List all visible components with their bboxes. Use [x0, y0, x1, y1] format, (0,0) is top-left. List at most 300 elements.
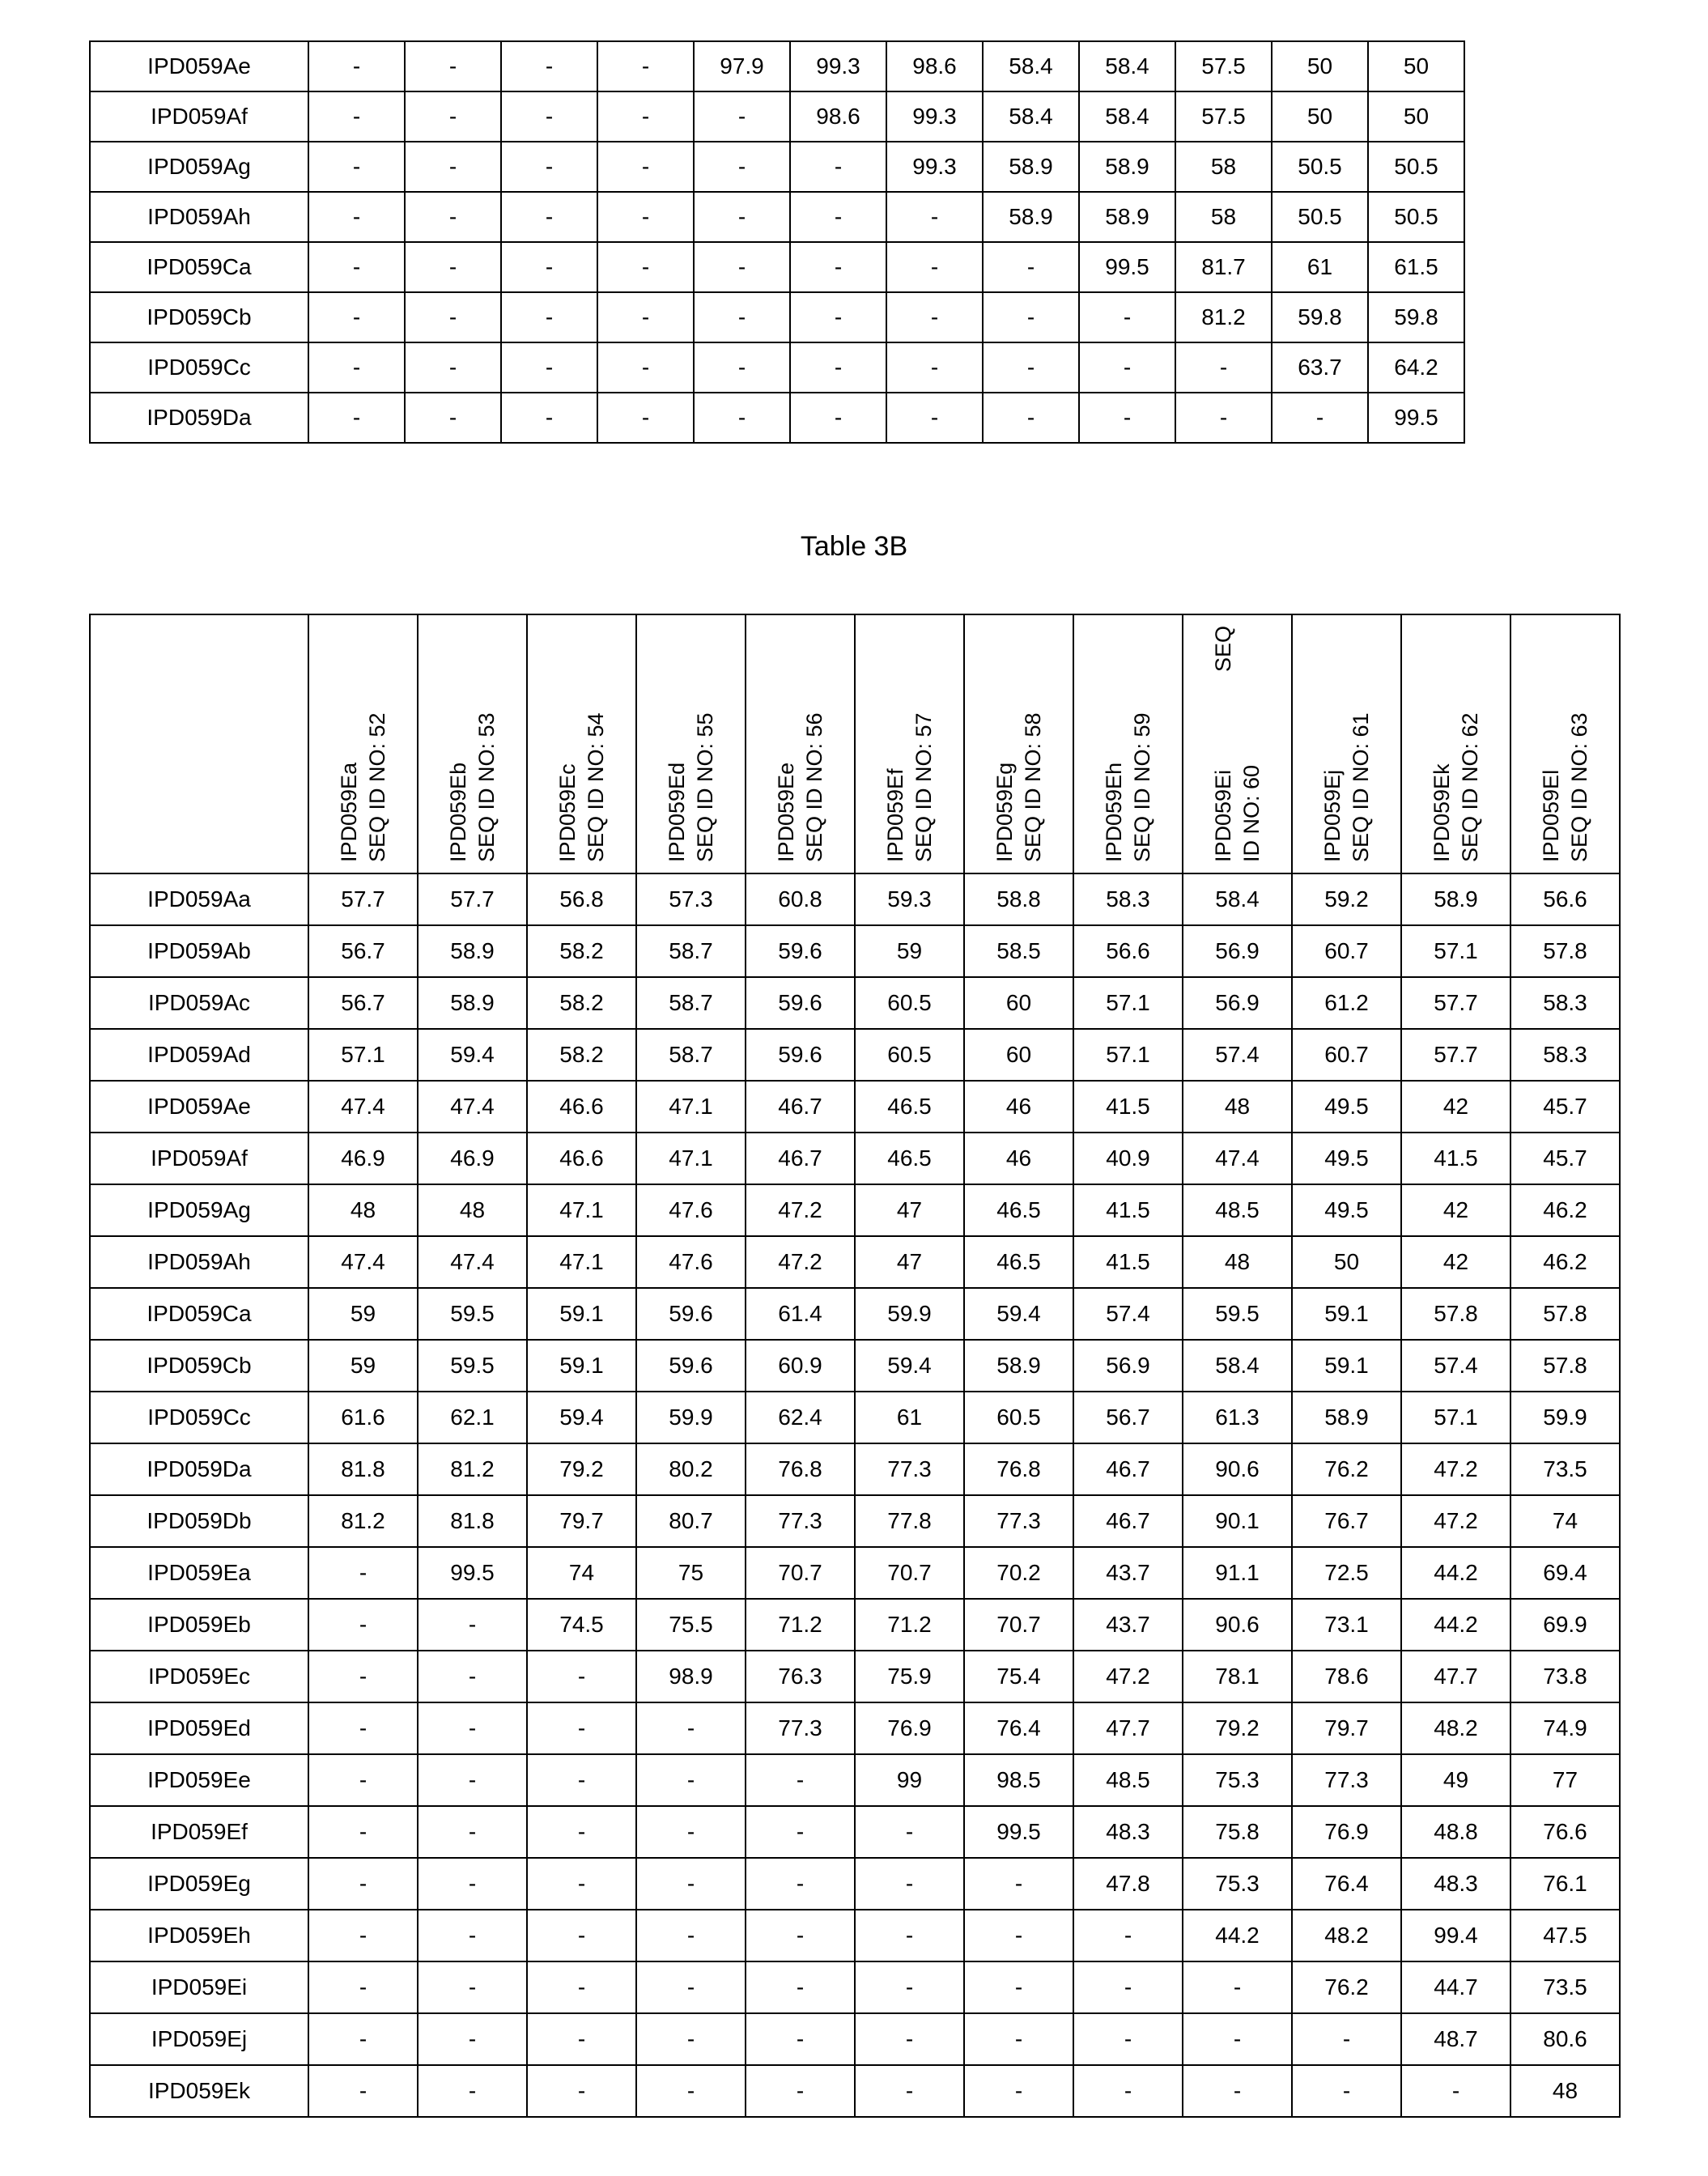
value-cell: - — [1292, 2065, 1401, 2117]
value-cell: - — [405, 292, 501, 342]
value-cell: - — [886, 292, 983, 342]
value-cell: 48 — [1183, 1236, 1292, 1288]
value-cell: - — [855, 1910, 964, 1961]
value-cell: 61.6 — [308, 1392, 418, 1443]
column-header — [1183, 614, 1292, 873]
value-cell: - — [886, 393, 983, 443]
value-cell: 70.7 — [746, 1547, 855, 1599]
value-cell: 57.8 — [1510, 1288, 1620, 1340]
value-cell: 61 — [855, 1392, 964, 1443]
value-cell: 57.7 — [1401, 1029, 1510, 1081]
value-cell: 50 — [1272, 91, 1368, 142]
value-cell: 59.9 — [855, 1288, 964, 1340]
value-cell: 49 — [1401, 1754, 1510, 1806]
value-cell: 60.9 — [746, 1340, 855, 1392]
column-seq-id: SEQ ID NO: 56 — [801, 712, 826, 862]
column-name: IPD059Eb — [445, 762, 470, 862]
value-cell: - — [1401, 2065, 1510, 2117]
value-cell: 47.6 — [636, 1236, 746, 1288]
value-cell: 59.4 — [964, 1288, 1073, 1340]
table-3b-header-row — [90, 614, 1620, 873]
value-cell: 50 — [1272, 41, 1368, 91]
value-cell: 56.9 — [1183, 925, 1292, 977]
value-cell: 56.7 — [1073, 1392, 1183, 1443]
value-cell: - — [855, 2013, 964, 2065]
value-cell: - — [418, 1806, 527, 1858]
value-cell: 58 — [1175, 142, 1272, 192]
value-cell: 59.5 — [1183, 1288, 1292, 1340]
value-cell: 59 — [855, 925, 964, 977]
value-cell: - — [597, 242, 694, 292]
value-cell: - — [964, 1961, 1073, 2013]
value-cell: 56.7 — [308, 925, 418, 977]
row-label: IPD059Cc — [90, 342, 308, 393]
value-cell: 74.9 — [1510, 1702, 1620, 1754]
value-cell: - — [855, 1806, 964, 1858]
value-cell: 58.3 — [1510, 1029, 1620, 1081]
value-cell: - — [1079, 393, 1175, 443]
value-cell: 74.5 — [527, 1599, 636, 1651]
value-cell: - — [527, 1910, 636, 1961]
value-cell: 76.4 — [964, 1702, 1073, 1754]
value-cell: - — [790, 393, 886, 443]
value-cell: 80.6 — [1510, 2013, 1620, 2065]
value-cell: - — [527, 2013, 636, 2065]
value-cell: - — [418, 1702, 527, 1754]
value-cell: - — [527, 1754, 636, 1806]
value-cell: 59.6 — [636, 1340, 746, 1392]
value-cell: 64.2 — [1368, 342, 1464, 393]
value-cell: 76.8 — [964, 1443, 1073, 1495]
column-header — [636, 614, 746, 873]
value-cell: - — [418, 1599, 527, 1651]
value-cell: 46.7 — [746, 1133, 855, 1184]
value-cell: 48 — [1183, 1081, 1292, 1133]
table-row — [90, 1651, 1620, 1702]
value-cell: 50.5 — [1368, 192, 1464, 242]
value-cell: - — [886, 342, 983, 393]
value-cell: 57.1 — [308, 1029, 418, 1081]
table-row — [90, 1081, 1620, 1133]
value-cell: 58.4 — [983, 41, 1079, 91]
table-row — [90, 2013, 1620, 2065]
value-cell: - — [855, 1858, 964, 1910]
value-cell: 99.4 — [1401, 1910, 1510, 1961]
value-cell: - — [694, 242, 790, 292]
column-seq-id: ID NO: 60 — [1239, 764, 1264, 862]
value-cell: 58.2 — [527, 1029, 636, 1081]
value-cell: 56.9 — [1183, 977, 1292, 1029]
value-cell: 46 — [964, 1133, 1073, 1184]
value-cell: 47.1 — [636, 1133, 746, 1184]
value-cell: 45.7 — [1510, 1133, 1620, 1184]
row-label: IPD059Ed — [90, 1702, 308, 1754]
table-row — [90, 1961, 1620, 2013]
value-cell: 59.1 — [1292, 1288, 1401, 1340]
value-cell: - — [418, 1910, 527, 1961]
value-cell: 70.7 — [855, 1547, 964, 1599]
value-cell: 58.4 — [983, 91, 1079, 142]
value-cell: 76.3 — [746, 1651, 855, 1702]
row-label: IPD059Eb — [90, 1599, 308, 1651]
table-row — [90, 1184, 1620, 1236]
value-cell: - — [597, 192, 694, 242]
column-header — [746, 614, 855, 873]
value-cell: 59.8 — [1272, 292, 1368, 342]
value-cell: - — [964, 1910, 1073, 1961]
value-cell: 60.7 — [1292, 1029, 1401, 1081]
value-cell: - — [746, 1754, 855, 1806]
value-cell: 47.2 — [746, 1236, 855, 1288]
value-cell: 57.1 — [1073, 977, 1183, 1029]
value-cell: 46.7 — [1073, 1495, 1183, 1547]
value-cell: - — [790, 292, 886, 342]
value-cell: - — [308, 91, 405, 142]
value-cell: - — [636, 1754, 746, 1806]
value-cell: 58.3 — [1073, 873, 1183, 925]
table-row — [90, 242, 1464, 292]
value-cell: 47.2 — [746, 1184, 855, 1236]
value-cell: - — [790, 342, 886, 393]
value-cell: 56.9 — [1073, 1340, 1183, 1392]
rotated-header-text — [1428, 626, 1485, 862]
value-cell: 75.8 — [1183, 1806, 1292, 1858]
value-cell: 75.3 — [1183, 1754, 1292, 1806]
value-cell: 60 — [964, 1029, 1073, 1081]
value-cell: 58.9 — [418, 977, 527, 1029]
value-cell: 47.4 — [308, 1236, 418, 1288]
row-label: IPD059Ei — [90, 1961, 308, 2013]
value-cell: - — [308, 41, 405, 91]
value-cell: 46.5 — [855, 1133, 964, 1184]
value-cell: 76.2 — [1292, 1961, 1401, 2013]
value-cell: 81.2 — [418, 1443, 527, 1495]
value-cell: - — [308, 2013, 418, 2065]
value-cell: - — [636, 1858, 746, 1910]
value-cell: 99.5 — [1079, 242, 1175, 292]
value-cell: 49.5 — [1292, 1133, 1401, 1184]
value-cell: 58 — [1175, 192, 1272, 242]
value-cell: 59.6 — [746, 925, 855, 977]
value-cell: 46.2 — [1510, 1236, 1620, 1288]
value-cell: 81.8 — [308, 1443, 418, 1495]
value-cell: 76.8 — [746, 1443, 855, 1495]
value-cell: 79.7 — [1292, 1702, 1401, 1754]
value-cell: 75.3 — [1183, 1858, 1292, 1910]
column-name: IPD059Ef — [882, 768, 907, 862]
value-cell: 47.5 — [1510, 1910, 1620, 1961]
value-cell: - — [501, 242, 597, 292]
value-cell: 61.4 — [746, 1288, 855, 1340]
table-row — [90, 1133, 1620, 1184]
table-row — [90, 873, 1620, 925]
rotated-header-text — [772, 626, 829, 862]
value-cell: 58.9 — [983, 192, 1079, 242]
row-label: IPD059Ee — [90, 1754, 308, 1806]
value-cell: - — [308, 1651, 418, 1702]
value-cell: 57.5 — [1175, 41, 1272, 91]
value-cell: - — [308, 142, 405, 192]
column-seq-id: SEQ ID NO: 61 — [1348, 712, 1373, 862]
column-seq-id: SEQ ID NO: 59 — [1129, 712, 1154, 862]
value-cell: - — [405, 393, 501, 443]
row-label: IPD059Ab — [90, 925, 308, 977]
value-cell: 44.2 — [1401, 1599, 1510, 1651]
value-cell: 61.5 — [1368, 242, 1464, 292]
value-cell: - — [308, 1858, 418, 1910]
value-cell: 99.5 — [418, 1547, 527, 1599]
value-cell: - — [308, 1910, 418, 1961]
value-cell: - — [746, 2065, 855, 2117]
value-cell: 58.7 — [636, 925, 746, 977]
rotated-header-text — [1319, 626, 1375, 862]
value-cell: 48 — [418, 1184, 527, 1236]
value-cell: 58.4 — [1079, 41, 1175, 91]
table-row — [90, 1858, 1620, 1910]
value-cell: - — [790, 242, 886, 292]
value-cell: 46 — [964, 1081, 1073, 1133]
row-label: IPD059Da — [90, 1443, 308, 1495]
value-cell: 47.7 — [1073, 1702, 1183, 1754]
value-cell: 48.2 — [1401, 1702, 1510, 1754]
value-cell: 70.7 — [964, 1599, 1073, 1651]
column-header — [1510, 614, 1620, 873]
value-cell: 60.8 — [746, 873, 855, 925]
row-label: IPD059Aa — [90, 873, 308, 925]
value-cell: 71.2 — [855, 1599, 964, 1651]
value-cell: - — [501, 91, 597, 142]
value-cell: 46.7 — [1073, 1443, 1183, 1495]
value-cell: 58.9 — [1079, 192, 1175, 242]
value-cell: 58.9 — [1079, 142, 1175, 192]
value-cell: 70.2 — [964, 1547, 1073, 1599]
value-cell: 59.4 — [855, 1340, 964, 1392]
value-cell: 44.2 — [1183, 1910, 1292, 1961]
value-cell: 76.1 — [1510, 1858, 1620, 1910]
value-cell: - — [790, 192, 886, 242]
value-cell: 73.8 — [1510, 1651, 1620, 1702]
value-cell: 48 — [1510, 2065, 1620, 2117]
value-cell: - — [1183, 2013, 1292, 2065]
value-cell: 57.1 — [1401, 1392, 1510, 1443]
column-header — [1073, 614, 1183, 873]
column-seq-id: SEQ ID NO: 53 — [474, 712, 499, 862]
value-cell: 47.7 — [1401, 1651, 1510, 1702]
rotated-header-text — [991, 626, 1047, 862]
table-3b-title: Table 3B — [800, 531, 908, 562]
value-cell: 79.2 — [1183, 1702, 1292, 1754]
row-label: IPD059Af — [90, 91, 308, 142]
table-row — [90, 1029, 1620, 1081]
value-cell: 57.4 — [1401, 1340, 1510, 1392]
value-cell: - — [527, 1858, 636, 1910]
value-cell: 47.1 — [527, 1184, 636, 1236]
value-cell: - — [527, 1806, 636, 1858]
column-name: IPD059Eh — [1101, 762, 1126, 862]
value-cell: 56.8 — [527, 873, 636, 925]
value-cell: 46.5 — [855, 1081, 964, 1133]
value-cell: 99.3 — [790, 41, 886, 91]
row-label: IPD059Ec — [90, 1651, 308, 1702]
column-name: IPD059Ei — [1210, 769, 1235, 862]
row-label: IPD059Eg — [90, 1858, 308, 1910]
value-cell: 75.5 — [636, 1599, 746, 1651]
column-name: IPD059Eg — [992, 762, 1017, 862]
column-header — [418, 614, 527, 873]
value-cell: 57.4 — [1073, 1288, 1183, 1340]
column-seq-id: SEQ ID NO: 58 — [1020, 712, 1045, 862]
value-cell: - — [694, 292, 790, 342]
value-cell: - — [501, 393, 597, 443]
value-cell: 98.5 — [964, 1754, 1073, 1806]
table-row — [90, 342, 1464, 393]
value-cell: 59.5 — [418, 1340, 527, 1392]
value-cell: 99 — [855, 1754, 964, 1806]
value-cell: - — [886, 242, 983, 292]
value-cell: 76.6 — [1510, 1806, 1620, 1858]
value-cell: - — [418, 2013, 527, 2065]
value-cell: - — [694, 192, 790, 242]
table-row — [90, 1443, 1620, 1495]
column-name: IPD059Ej — [1319, 769, 1345, 862]
rotated-header-text — [882, 626, 938, 862]
value-cell: 79.2 — [527, 1443, 636, 1495]
value-cell: - — [527, 2065, 636, 2117]
table-row — [90, 925, 1620, 977]
value-cell: 81.7 — [1175, 242, 1272, 292]
value-cell: 42 — [1401, 1081, 1510, 1133]
value-cell: 59.8 — [1368, 292, 1464, 342]
value-cell: 58.9 — [964, 1340, 1073, 1392]
value-cell: 56.6 — [1073, 925, 1183, 977]
value-cell: - — [527, 1961, 636, 2013]
value-cell: 72.5 — [1292, 1547, 1401, 1599]
value-cell: 47 — [855, 1236, 964, 1288]
value-cell: 48.3 — [1401, 1858, 1510, 1910]
value-cell: 58.4 — [1183, 873, 1292, 925]
value-cell: - — [308, 1806, 418, 1858]
value-cell: 57.5 — [1175, 91, 1272, 142]
value-cell: 80.2 — [636, 1443, 746, 1495]
row-label: IPD059Ah — [90, 192, 308, 242]
row-label: IPD059Ah — [90, 1236, 308, 1288]
value-cell: - — [1272, 393, 1368, 443]
value-cell: 50 — [1292, 1236, 1401, 1288]
value-cell: - — [308, 1961, 418, 2013]
value-cell: - — [308, 2065, 418, 2117]
value-cell: 81.2 — [1175, 292, 1272, 342]
column-header — [1292, 614, 1401, 873]
value-cell: 59.6 — [746, 977, 855, 1029]
rotated-header-text — [335, 626, 392, 862]
value-cell: 41.5 — [1401, 1133, 1510, 1184]
table-row — [90, 192, 1464, 242]
value-cell: 42 — [1401, 1184, 1510, 1236]
value-cell: 60 — [964, 977, 1073, 1029]
value-cell: 61 — [1272, 242, 1368, 292]
value-cell: - — [501, 142, 597, 192]
value-cell: - — [983, 292, 1079, 342]
value-cell: 57.8 — [1510, 1340, 1620, 1392]
row-label: IPD059Ag — [90, 142, 308, 192]
value-cell: 58.9 — [1401, 873, 1510, 925]
row-label: IPD059Ca — [90, 1288, 308, 1340]
value-cell: - — [746, 1961, 855, 2013]
value-cell: 91.1 — [1183, 1547, 1292, 1599]
value-cell: - — [886, 192, 983, 242]
value-cell: 46.7 — [746, 1081, 855, 1133]
value-cell: - — [597, 393, 694, 443]
value-cell: 74 — [1510, 1495, 1620, 1547]
value-cell: 57.7 — [418, 873, 527, 925]
value-cell: 99.3 — [886, 142, 983, 192]
value-cell: 48.7 — [1401, 2013, 1510, 2065]
column-name: IPD059Ea — [336, 762, 361, 862]
table-row — [90, 1547, 1620, 1599]
row-label: IPD059Da — [90, 393, 308, 443]
value-cell: - — [308, 393, 405, 443]
value-cell: 99.5 — [964, 1806, 1073, 1858]
value-cell: 60.7 — [1292, 925, 1401, 977]
table-3b — [89, 614, 1621, 2118]
value-cell: 47.4 — [418, 1081, 527, 1133]
row-label: IPD059Ca — [90, 242, 308, 292]
value-cell: 76.7 — [1292, 1495, 1401, 1547]
table-row — [90, 1392, 1620, 1443]
value-cell: 99.3 — [886, 91, 983, 142]
value-cell: - — [746, 2013, 855, 2065]
value-cell: 76.9 — [855, 1702, 964, 1754]
value-cell: - — [405, 242, 501, 292]
value-cell: 59.1 — [527, 1340, 636, 1392]
column-seq-id: SEQ ID NO: 54 — [583, 712, 608, 862]
value-cell: 57.7 — [1401, 977, 1510, 1029]
table-row — [90, 1236, 1620, 1288]
value-cell: - — [746, 1858, 855, 1910]
value-cell: - — [1073, 2065, 1183, 2117]
value-cell: 46.6 — [527, 1133, 636, 1184]
value-cell: - — [1175, 342, 1272, 393]
row-label: IPD059Ea — [90, 1547, 308, 1599]
row-label: IPD059Ef — [90, 1806, 308, 1858]
value-cell: - — [527, 1651, 636, 1702]
table-3b-body — [90, 873, 1620, 2117]
value-cell: 90.6 — [1183, 1443, 1292, 1495]
value-cell: - — [636, 1910, 746, 1961]
value-cell: - — [983, 393, 1079, 443]
value-cell: 46.6 — [527, 1081, 636, 1133]
value-cell: - — [1292, 2013, 1401, 2065]
table-row — [90, 1599, 1620, 1651]
value-cell: 59.6 — [636, 1288, 746, 1340]
value-cell: 80.7 — [636, 1495, 746, 1547]
value-cell: - — [746, 1910, 855, 1961]
value-cell: - — [694, 142, 790, 192]
value-cell: 44.2 — [1401, 1547, 1510, 1599]
value-cell: 57.3 — [636, 873, 746, 925]
table-row — [90, 1910, 1620, 1961]
value-cell: - — [855, 2065, 964, 2117]
table-row — [90, 41, 1464, 91]
value-cell: 59.4 — [527, 1392, 636, 1443]
row-label: IPD059Db — [90, 1495, 308, 1547]
value-cell: 73.5 — [1510, 1443, 1620, 1495]
value-cell: 59.9 — [636, 1392, 746, 1443]
value-cell: 45.7 — [1510, 1081, 1620, 1133]
value-cell: 41.5 — [1073, 1081, 1183, 1133]
value-cell: 46.9 — [308, 1133, 418, 1184]
value-cell: 90.1 — [1183, 1495, 1292, 1547]
